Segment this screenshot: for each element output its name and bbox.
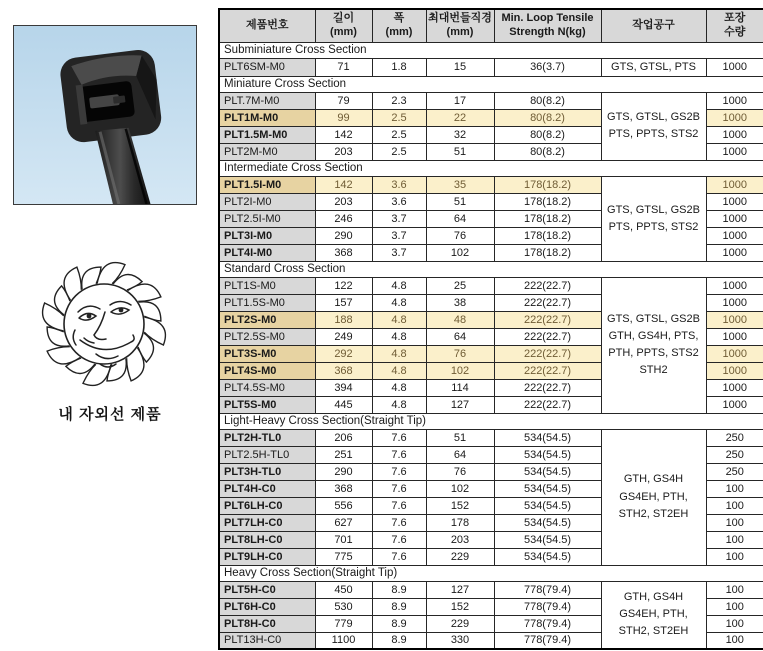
value-cell: 4.8 [372,379,426,396]
table-row [219,581,763,598]
product-number-cell: PLT1.5S-M0 [219,294,315,311]
value-cell: 203 [315,193,372,210]
value-cell: 368 [315,362,372,379]
value-cell: 76 [426,227,494,244]
value-cell: 122 [315,277,372,294]
section-row [219,261,763,277]
packaging-qty-cell: 1000 [706,92,763,109]
value-cell: 290 [315,463,372,480]
value-cell: 3.6 [372,193,426,210]
value-cell: 4.8 [372,345,426,362]
table-row [219,277,763,294]
uv-caption: 내 자외선 제품 [58,406,162,423]
packaging-qty-cell: 1000 [706,244,763,261]
value-cell: 35 [426,176,494,193]
value-cell: 17 [426,92,494,109]
section-title: Standard Cross Section [219,261,763,277]
value-cell: 80(8.2) [494,143,601,160]
value-cell: 701 [315,531,372,548]
value-cell: 3.7 [372,227,426,244]
table-row [219,92,763,109]
tools-line: GS4EH, PTH, [619,608,688,621]
packaging-qty-cell: 1000 [706,227,763,244]
value-cell: 2.5 [372,109,426,126]
value-cell: 178(18.2) [494,210,601,227]
col-header-strength [494,9,601,42]
col-header-diameter [426,9,494,42]
value-cell: 8.9 [372,632,426,649]
value-cell: 7.6 [372,480,426,497]
product-number-cell: PLT6LH-C0 [219,497,315,514]
value-cell: 778(79.4) [494,632,601,649]
col-header-product: 제품번호 [219,9,315,42]
value-cell: 4.8 [372,311,426,328]
value-cell: 152 [426,598,494,615]
section-row [219,565,763,581]
product-number-cell: PLT2.5I-M0 [219,210,315,227]
value-cell: 222(22.7) [494,396,601,413]
tools-line: GTS, GTSL, GS2B [607,312,700,325]
tools-line: STH2 [639,364,668,377]
packaging-qty-cell: 1000 [706,176,763,193]
value-cell: 80(8.2) [494,92,601,109]
value-cell: 4.8 [372,328,426,345]
value-cell: 76 [426,345,494,362]
tools-cell [601,176,706,261]
packaging-qty-cell: 1000 [706,109,763,126]
col-header-tools: 작업공구 [601,9,706,42]
packaging-qty-cell: 1000 [706,193,763,210]
packaging-qty-cell: 1000 [706,58,763,76]
packaging-qty-cell: 1000 [706,328,763,345]
packaging-qty-cell: 100 [706,548,763,565]
product-number-cell: PLT4S-M0 [219,362,315,379]
value-cell: 222(22.7) [494,345,601,362]
tools-line: GS4EH, PTH, [619,490,688,503]
product-number-cell: PLT2.5H-TL0 [219,446,315,463]
section-title: Intermediate Cross Section [219,160,763,176]
packaging-qty-cell: 100 [706,531,763,548]
value-cell: 51 [426,193,494,210]
value-cell: 142 [315,126,372,143]
product-number-cell: PLT1M-M0 [219,109,315,126]
product-photo-frame [13,25,197,205]
value-cell: 534(54.5) [494,548,601,565]
packaging-qty-cell: 100 [706,581,763,598]
col-header-length-line2: (mm) [330,25,357,38]
tools-cell [601,92,706,160]
value-cell: 534(54.5) [494,429,601,446]
value-cell: 178(18.2) [494,244,601,261]
packaging-qty-cell: 100 [706,632,763,649]
value-cell: 2.5 [372,143,426,160]
tools-line: PTS, PPTS, STS2 [608,128,699,141]
value-cell: 64 [426,446,494,463]
tools-cell [601,581,706,649]
value-cell: 251 [315,446,372,463]
value-cell: 7.6 [372,548,426,565]
product-number-cell: PLT7LH-C0 [219,514,315,531]
value-cell: 127 [426,396,494,413]
value-cell: 1.8 [372,58,426,76]
value-cell: 222(22.7) [494,277,601,294]
value-cell: 8.9 [372,615,426,632]
tools-line: PTS, PPTS, STS2 [608,220,699,233]
value-cell: 102 [426,244,494,261]
product-number-cell: PLT2.5S-M0 [219,328,315,345]
tools-cell [601,429,706,565]
value-cell: 2.3 [372,92,426,109]
value-cell: 178(18.2) [494,193,601,210]
section-title: Miniature Cross Section [219,76,763,92]
product-number-cell: PLT1.5I-M0 [219,176,315,193]
value-cell: 1100 [315,632,372,649]
value-cell: 99 [315,109,372,126]
packaging-qty-cell: 1000 [706,294,763,311]
value-cell: 229 [426,548,494,565]
spec-table-body [219,42,763,649]
col-header-diameter-line1: 최대번들직경 [428,12,492,24]
value-cell: 203 [315,143,372,160]
section-row [219,42,763,58]
value-cell: 8.9 [372,598,426,615]
value-cell: 778(79.4) [494,615,601,632]
product-number-cell: PLT1.5M-M0 [219,126,315,143]
product-number-cell: PLT2M-M0 [219,143,315,160]
product-number-cell: PLT9LH-C0 [219,548,315,565]
value-cell: 4.8 [372,362,426,379]
col-header-strength-line2: Strength N(kg) [509,25,586,38]
value-cell: 246 [315,210,372,227]
col-header-length-line1: 길이 [332,12,355,24]
packaging-qty-cell: 1000 [706,126,763,143]
packaging-qty-cell: 1000 [706,311,763,328]
product-number-cell: PLT8H-C0 [219,615,315,632]
tools-line: GTH, GS4H [623,473,684,486]
value-cell: 102 [426,480,494,497]
value-cell: 7.6 [372,463,426,480]
value-cell: 368 [315,244,372,261]
value-cell: 178(18.2) [494,176,601,193]
packaging-qty-cell: 250 [706,429,763,446]
value-cell: 2.5 [372,126,426,143]
section-title: Heavy Cross Section(Straight Tip) [219,565,763,581]
tools-line: STH2, ST2EH [618,507,689,520]
value-cell: 534(54.5) [494,463,601,480]
col-header-width [372,9,426,42]
tools-line: GTS, GTSL, PTS [611,60,696,73]
product-number-cell: PLT6SM-M0 [219,58,315,76]
table-row [219,176,763,193]
spec-table [218,8,763,650]
col-header-width-line2: (mm) [385,25,413,38]
value-cell: 32 [426,126,494,143]
value-cell: 450 [315,581,372,598]
packaging-qty-cell: 1000 [706,345,763,362]
tools-line: STH2, ST2EH [618,625,689,638]
value-cell: 127 [426,581,494,598]
table-row [219,429,763,446]
value-cell: 71 [315,58,372,76]
value-cell: 79 [315,92,372,109]
product-number-cell: PLT4I-M0 [219,244,315,261]
tools-line: GTS, GTSL, GS2B [607,203,700,216]
header-row [219,9,763,42]
col-header-qty-line2: 수량 [724,25,746,38]
tools-line: GTS, GTSL, GS2B [607,111,700,123]
value-cell: 556 [315,497,372,514]
value-cell: 206 [315,429,372,446]
value-cell: 4.8 [372,277,426,294]
packaging-qty-cell: 1000 [706,379,763,396]
value-cell: 157 [315,294,372,311]
col-header-qty [706,9,763,42]
value-cell: 4.8 [372,294,426,311]
value-cell: 222(22.7) [494,328,601,345]
value-cell: 178 [426,514,494,531]
value-cell: 229 [426,615,494,632]
value-cell: 203 [426,531,494,548]
tools-line: GTH, GS4H [623,591,684,604]
product-number-cell: PLT.7M-M0 [219,92,315,109]
section-row [219,160,763,176]
product-number-cell: PLT2S-M0 [219,311,315,328]
value-cell: 3.6 [372,176,426,193]
value-cell: 36(3.7) [494,58,601,76]
value-cell: 38 [426,294,494,311]
packaging-qty-cell: 1000 [706,210,763,227]
value-cell: 222(22.7) [494,379,601,396]
value-cell: 290 [315,227,372,244]
value-cell: 178(18.2) [494,227,601,244]
product-number-cell: PLT5H-C0 [219,581,315,598]
value-cell: 76 [426,463,494,480]
uv-sun-illustration [28,258,180,394]
packaging-qty-cell: 1000 [706,362,763,379]
value-cell: 102 [426,362,494,379]
value-cell: 8.9 [372,581,426,598]
value-cell: 530 [315,598,372,615]
value-cell: 80(8.2) [494,109,601,126]
sun-face-circle [64,284,144,364]
col-header-diameter-line2: (mm) [446,25,474,38]
section-row [219,413,763,429]
product-number-cell: PLT3H-TL0 [219,463,315,480]
value-cell: 51 [426,429,494,446]
col-header-width-line1: 폭 [393,12,405,24]
value-cell: 7.6 [372,497,426,514]
tools-line: PTH, PPTS, STS2 [608,347,699,360]
tools-line: GTH, GS4H, PTS, [608,330,699,342]
value-cell: 534(54.5) [494,446,601,463]
value-cell: 394 [315,379,372,396]
product-number-cell: PLT2I-M0 [219,193,315,210]
tools-cell [601,277,706,413]
value-cell: 249 [315,328,372,345]
value-cell: 222(22.7) [494,362,601,379]
value-cell: 534(54.5) [494,480,601,497]
value-cell: 48 [426,311,494,328]
value-cell: 7.6 [372,531,426,548]
value-cell: 778(79.4) [494,598,601,615]
value-cell: 627 [315,514,372,531]
value-cell: 779 [315,615,372,632]
col-header-strength-line1: Min. Loop Tensile [501,12,594,24]
value-cell: 222(22.7) [494,311,601,328]
product-number-cell: PLT5S-M0 [219,396,315,413]
value-cell: 445 [315,396,372,413]
product-number-cell: PLT3S-M0 [219,345,315,362]
packaging-qty-cell: 1000 [706,143,763,160]
value-cell: 15 [426,58,494,76]
value-cell: 64 [426,328,494,345]
packaging-qty-cell: 100 [706,598,763,615]
value-cell: 51 [426,143,494,160]
tools-cell [601,58,706,76]
product-number-cell: PLT13H-C0 [219,632,315,649]
value-cell: 80(8.2) [494,126,601,143]
value-cell: 114 [426,379,494,396]
packaging-qty-cell: 250 [706,463,763,480]
product-number-cell: PLT6H-C0 [219,598,315,615]
value-cell: 778(79.4) [494,581,601,598]
value-cell: 292 [315,345,372,362]
value-cell: 142 [315,176,372,193]
value-cell: 534(54.5) [494,531,601,548]
cable-tie-photo [14,26,196,204]
packaging-qty-cell: 100 [706,514,763,531]
section-title: Light-Heavy Cross Section(Straight Tip) [219,413,763,429]
col-header-qty-line1: 포장 [724,12,746,24]
value-cell: 3.7 [372,244,426,261]
value-cell: 222(22.7) [494,294,601,311]
value-cell: 25 [426,277,494,294]
packaging-qty-cell: 100 [706,497,763,514]
value-cell: 7.6 [372,446,426,463]
value-cell: 7.6 [372,514,426,531]
table-row [219,58,763,76]
value-cell: 188 [315,311,372,328]
packaging-qty-cell: 100 [706,615,763,632]
product-number-cell: PLT3I-M0 [219,227,315,244]
value-cell: 534(54.5) [494,514,601,531]
product-number-cell: PLT8LH-C0 [219,531,315,548]
value-cell: 152 [426,497,494,514]
value-cell: 3.7 [372,210,426,227]
value-cell: 368 [315,480,372,497]
product-number-cell: PLT2H-TL0 [219,429,315,446]
col-header-length [315,9,372,42]
product-number-cell: PLT4H-C0 [219,480,315,497]
packaging-qty-cell: 1000 [706,277,763,294]
value-cell: 7.6 [372,429,426,446]
packaging-qty-cell: 100 [706,480,763,497]
value-cell: 64 [426,210,494,227]
packaging-qty-cell: 250 [706,446,763,463]
section-title: Subminiature Cross Section [219,42,763,58]
value-cell: 4.8 [372,396,426,413]
product-number-cell: PLT1S-M0 [219,277,315,294]
product-number-cell: PLT4.5S-M0 [219,379,315,396]
section-row [219,76,763,92]
value-cell: 330 [426,632,494,649]
value-cell: 775 [315,548,372,565]
value-cell: 22 [426,109,494,126]
value-cell: 534(54.5) [494,497,601,514]
packaging-qty-cell: 1000 [706,396,763,413]
